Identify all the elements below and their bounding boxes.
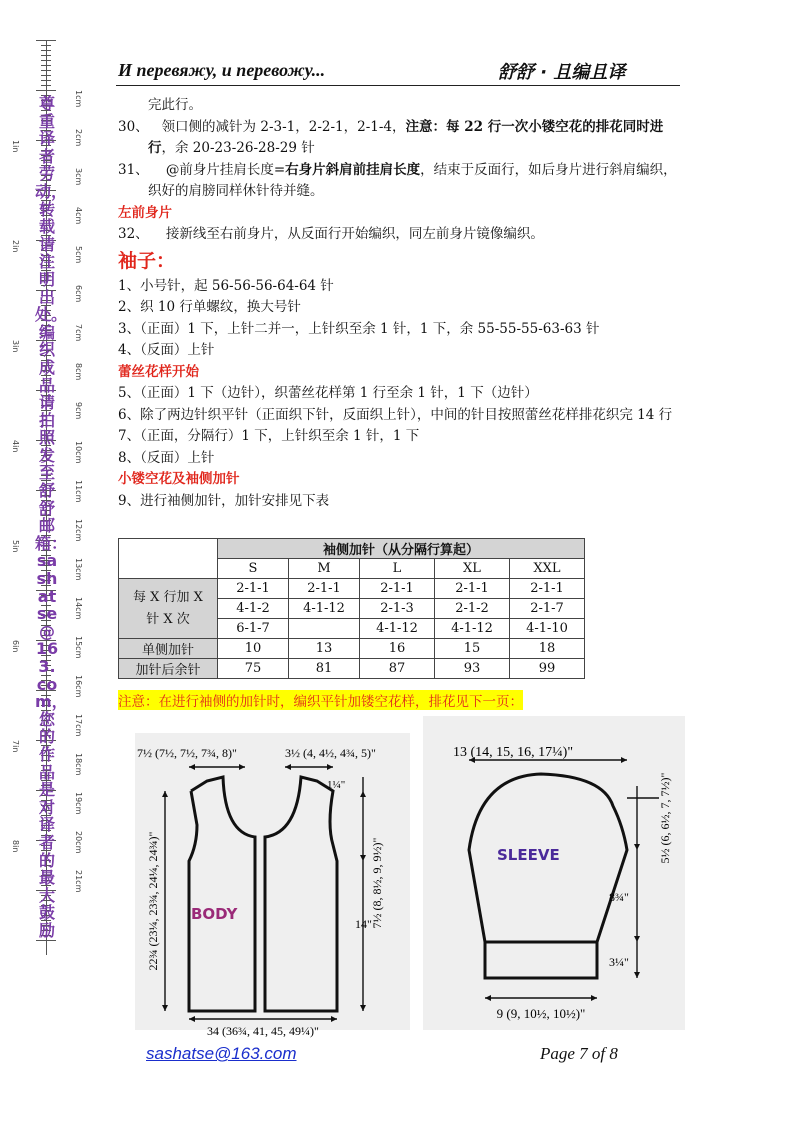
table-cell: 2-1-3 — [360, 599, 435, 619]
ruler-tick — [36, 40, 56, 41]
sleeve-step-9: 9、进行袖侧加针，加针安排见下表 — [118, 492, 330, 509]
row-label-total: 加针后余针 — [119, 659, 218, 679]
body-diagram — [135, 733, 410, 1038]
sleeve-bottom-dim: 9 (9, 10½, 10½)" — [496, 1006, 586, 1021]
ruler-cm-label: 11cm — [74, 480, 83, 503]
sleeve-step-3: 3、（正面）1 下，上针二并一，上针织至余 1 针，1 下，余 55-55-55-63-63 针 — [118, 320, 600, 337]
table-header-row — [119, 559, 585, 579]
body-armhole-dim: 7½ (8, 8½, 9, 9½)" — [370, 837, 384, 929]
ruler-tick — [41, 65, 51, 66]
ruler-tick — [41, 85, 51, 86]
ruler-inch-label: 2in — [11, 240, 20, 253]
body-schematic — [135, 733, 410, 1038]
ruler-cm-label: 19cm — [74, 792, 83, 815]
table-cell: 2-1-1 — [289, 579, 360, 599]
table-cell: 2-1-7 — [510, 599, 585, 619]
ruler-cm-label: 17cm — [74, 714, 83, 737]
ruler-tick — [41, 60, 51, 61]
watermark-vertical: 尊重译者劳动，转载请注明出处。编织成品请拍照发至舒舒邮箱：sashatse@163.com，您的作品是对译者的最大鼓励 — [35, 94, 68, 940]
table-cell: 4-1-2 — [218, 599, 289, 619]
step-30: 30、 领口侧的减针为 2-3-1，2-2-1，2-1-4，注意：每 22 行一次小镂空花的排花同时进行，余 20-23-26-28-29 针 — [118, 118, 664, 156]
ruler-inch-label: 3in — [11, 340, 20, 353]
table-row — [119, 639, 585, 659]
ruler-cm-label: 6cm — [74, 285, 83, 303]
sleeve-step-7: 7、（正面，分隔行）1 下，上针织至余 1 针，1 下 — [118, 428, 420, 444]
section-left-front: 左前身片 — [118, 204, 172, 221]
header-rule — [116, 85, 680, 86]
ruler-cm-label: 2cm — [74, 129, 83, 147]
body-width-dim: 34 (36¾, 41, 45, 49¼)" — [207, 1024, 319, 1038]
table-cell: 16 — [360, 639, 435, 659]
line-0: 完此行。 — [148, 97, 202, 113]
body-shoulder-dim: 1¼" — [327, 779, 346, 791]
note-highlight: 注意：在进行袖侧的加针时，编织平针加镂空花样，排花见下一页： — [118, 690, 523, 710]
header-right-title: 舒舒 · 且编且译 — [498, 62, 626, 83]
table-cell: 2-1-2 — [435, 599, 510, 619]
body-length-dim: 22¾ (23¼, 23¾, 24¼, 24¾)" — [146, 831, 160, 971]
table-cell: 4-1-12 — [289, 599, 360, 619]
table-cell: 15 — [435, 639, 510, 659]
ruler-cm-label: 3cm — [74, 168, 83, 186]
table-cell — [289, 619, 360, 639]
ruler-tick — [36, 90, 56, 91]
row-label-inc: 单侧加针 — [119, 639, 218, 659]
section-small-lace: 小镂空花及袖侧加针 — [118, 471, 240, 487]
sleeve-top-dim: 13 (14, 15, 16, 17¼)" — [453, 745, 574, 760]
table-cell: 4-1-12 — [360, 619, 435, 639]
ruler-inch-label: 7in — [11, 740, 20, 753]
table-row — [119, 579, 585, 599]
ruler-tick — [36, 940, 56, 941]
footer-page-number: Page 7 of 8 — [540, 1044, 618, 1063]
table-cell: 13 — [289, 639, 360, 659]
sleeve-step-5: 5、（正面）1 下（边针），织蕾丝花样第 1 行至余 1 针，1 下（边针） — [118, 385, 538, 401]
ruler-cm-label: 20cm — [74, 831, 83, 854]
sleeve-step-1: 1、小号针，起 56-56-56-64-64 针 — [118, 277, 334, 294]
body-top-left-dim: 7½ (7½, 7½, 7¾, 8)" — [137, 746, 237, 760]
size-header: S — [218, 559, 289, 579]
sleeve-cap-dim: 5½ (6, 6½, 7, 7½)" — [658, 772, 672, 864]
body-side-dim: 14" — [355, 917, 372, 931]
sleeve-label: SLEEVE — [497, 846, 560, 864]
ruler-cm-label: 5cm — [74, 246, 83, 264]
ruler-inch-label: 8in — [11, 840, 20, 853]
table-row — [119, 659, 585, 679]
body-label: BODY — [191, 905, 238, 923]
ruler-cm-label: 8cm — [74, 363, 83, 381]
sleeve-step-6: 6、除了两边针织平针（正面织下针，反面织上针），中间的针目按照蕾丝花样排花织完 14 行 — [118, 406, 673, 423]
table-cell: 87 — [360, 659, 435, 679]
ruler-tick — [41, 75, 51, 76]
table-cell: 2-1-1 — [510, 579, 585, 599]
header-left-title: И перевяжу, и перевожу... — [118, 60, 326, 80]
table-cell: 2-1-1 — [360, 579, 435, 599]
section-sleeve: 袖子： — [118, 249, 176, 272]
sleeve-step-2: 2、织 10 行单螺纹，换大号针 — [118, 299, 301, 315]
size-header: L — [360, 559, 435, 579]
ruler-cm-label: 16cm — [74, 675, 83, 698]
table-cell: 4-1-12 — [435, 619, 510, 639]
sleeve-cuff-dim: 3¼" — [609, 955, 629, 969]
sleeve-increase-table — [118, 538, 585, 679]
ruler-cm-label: 7cm — [74, 324, 83, 342]
size-header: M — [289, 559, 360, 579]
ruler-inch-label: 1in — [11, 140, 20, 153]
table-cell: 6-1-7 — [218, 619, 289, 639]
ruler-cm-label: 1cm — [74, 90, 83, 108]
sleeve-mid-dim: 8¾" — [609, 890, 629, 904]
table-cell: 81 — [289, 659, 360, 679]
row-label-increase: 每 X 行加 X 针 X 次 — [119, 579, 218, 639]
ruler-cm-label: 14cm — [74, 597, 83, 620]
table-cell: 4-1-10 — [510, 619, 585, 639]
size-header: XXL — [510, 559, 585, 579]
step-31: 31、 @前身片挂肩长度=右身片斜肩前挂肩长度，结束于反面行，如后身片进行斜肩编织，织好的肩膀同样休针待并缝。 — [118, 161, 677, 199]
ruler-cm-label: 4cm — [74, 207, 83, 225]
ruler-cm-label: 12cm — [74, 519, 83, 542]
table-cell: 2-1-1 — [435, 579, 510, 599]
table-cell: 2-1-1 — [218, 579, 289, 599]
ruler-tick — [41, 50, 51, 51]
table-cell: 10 — [218, 639, 289, 659]
ruler-tick — [41, 55, 51, 56]
footer-email-link[interactable]: sashatse@163.com — [146, 1044, 297, 1063]
sleeve-diagram — [423, 716, 685, 1030]
step-32: 32、 接新线至右前身片，从反面行开始编织，同左前身片镜像编织。 — [118, 226, 544, 242]
table-cell: 75 — [218, 659, 289, 679]
ruler-tick — [41, 80, 51, 81]
ruler-cm-label: 18cm — [74, 753, 83, 776]
table-cell: 99 — [510, 659, 585, 679]
ruler-tick — [41, 45, 51, 46]
ruler-inch-label: 5in — [11, 540, 20, 553]
table-title-row — [119, 539, 585, 559]
ruler-inch-label: 4in — [11, 440, 20, 453]
ruler-inch-label: 6in — [11, 640, 20, 653]
pattern-text — [118, 95, 683, 512]
body-top-right-dim: 3½ (4, 4½, 4¾, 5)" — [285, 746, 376, 760]
section-lace-start: 蕾丝花样开始 — [118, 363, 199, 380]
ruler-cm-label: 15cm — [74, 636, 83, 659]
table-title: 袖侧加针（从分隔行算起） — [218, 539, 585, 559]
ruler-cm-label: 21cm — [74, 870, 83, 893]
size-header: XL — [435, 559, 510, 579]
ruler-cm-label: 9cm — [74, 402, 83, 420]
ruler-cm-label: 10cm — [74, 441, 83, 464]
table-cell: 18 — [510, 639, 585, 659]
ruler-cm-label: 13cm — [74, 558, 83, 581]
table-cell: 93 — [435, 659, 510, 679]
sleeve-schematic — [423, 716, 685, 1030]
sleeve-step-4: 4、（反面）上针 — [118, 342, 215, 358]
sleeve-step-8: 8、（反面）上针 — [118, 449, 215, 466]
ruler-tick — [41, 70, 51, 71]
